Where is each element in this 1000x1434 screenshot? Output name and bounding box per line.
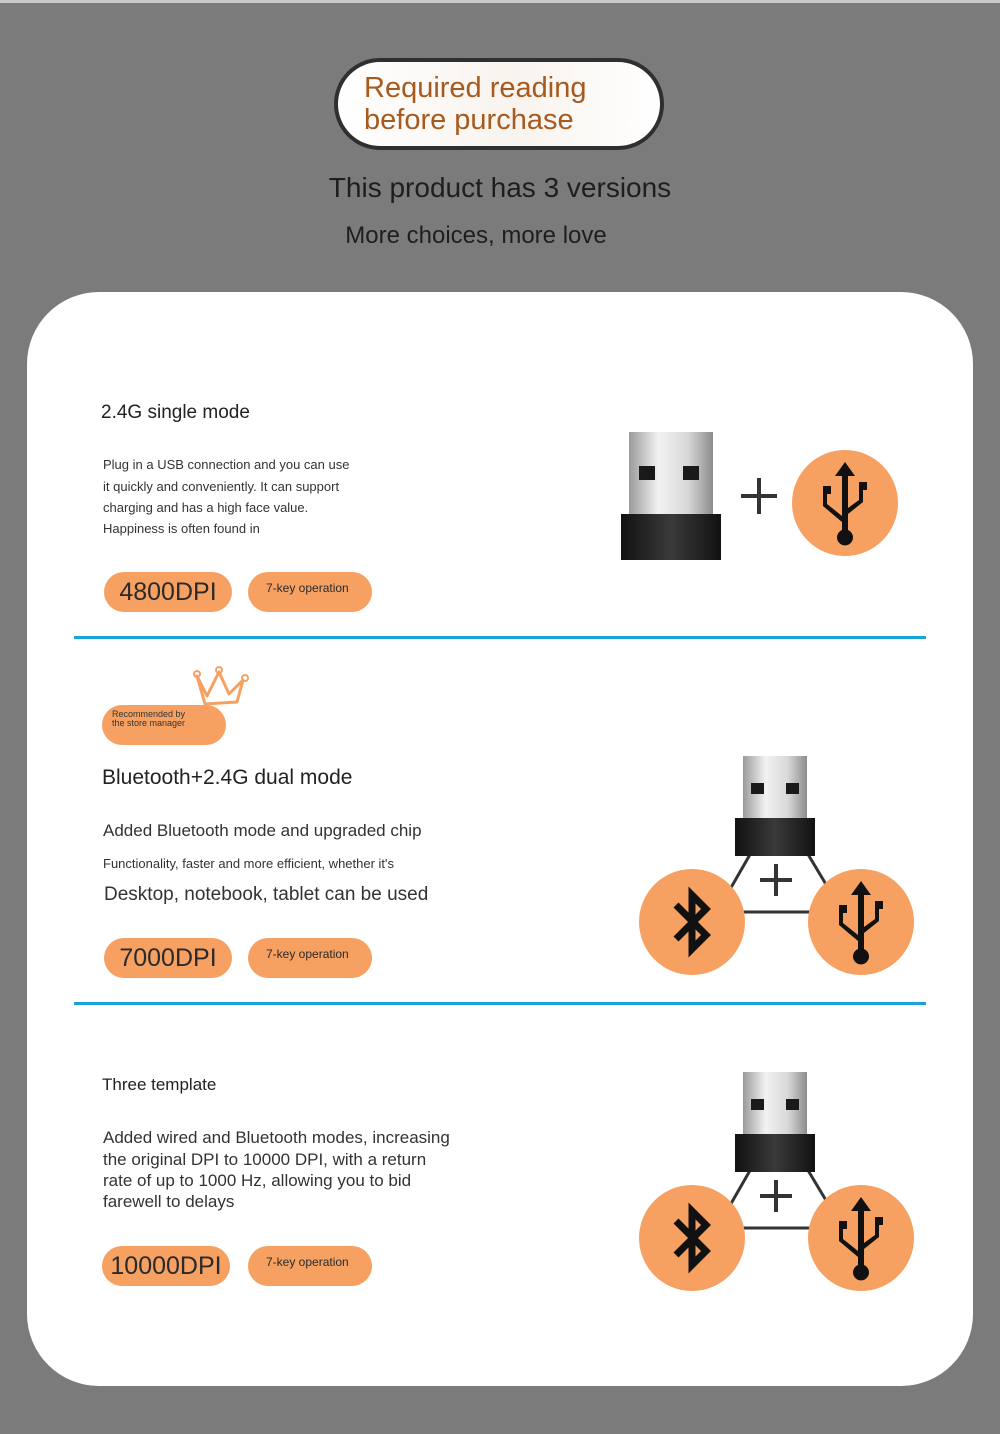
version-1-title: 2.4G single mode <box>101 402 250 423</box>
required-reading-pill <box>334 58 664 150</box>
section-divider <box>74 636 926 639</box>
version-1-desc-line: it quickly and conveniently. It can support <box>103 479 340 494</box>
version-1-desc-line: charging and has a high face value. <box>103 500 309 515</box>
version-2-desc-line: Added Bluetooth mode and upgraded chip <box>103 821 422 840</box>
pill-line-2: before purchase <box>364 104 574 136</box>
version-3-desc-line: farewell to delays <box>103 1192 235 1211</box>
version-3-desc-line: rate of up to 1000 Hz, allowing you to bid <box>103 1171 412 1190</box>
crown-icon <box>193 666 253 706</box>
dpi-badge: 10000DPI <box>102 1246 230 1286</box>
dpi-badge: 4800DPI <box>104 572 232 612</box>
version-3-desc-line: Added wired and Bluetooth modes, increasing <box>103 1128 450 1147</box>
tri-mode-diagram <box>639 756 919 978</box>
keys-badge: 7-key operation <box>248 938 372 978</box>
section-divider <box>74 1002 926 1005</box>
recommended-line-2: the store manager <box>112 718 186 728</box>
version-1-desc-line: Happiness is often found in <box>103 521 260 536</box>
tri-mode-diagram <box>639 1072 919 1294</box>
usb-receiver-icon <box>621 432 731 562</box>
version-1-desc-line: Plug in a USB connection and you can use <box>103 457 350 472</box>
versions-subtitle: This product has 3 versions <box>328 172 672 203</box>
top-strip <box>0 0 1000 3</box>
plus-icon <box>739 476 779 516</box>
recommended-line-1: Recommended by <box>112 709 186 719</box>
dpi-badge: 7000DPI <box>104 938 232 978</box>
recommended-badge <box>102 705 226 745</box>
pill-line-1: Required reading <box>364 72 587 104</box>
usb-icon <box>792 450 898 556</box>
version-2-desc-line: Functionality, faster and more efficient, whether it's <box>103 856 395 871</box>
version-3-title: Three template <box>102 1075 217 1094</box>
version-3-desc-line: the original DPI to 10000 DPI, with a return <box>103 1150 427 1169</box>
keys-badge: 7-key operation <box>248 1246 372 1286</box>
version-2-desc-line: Desktop, notebook, tablet can be used <box>104 884 429 905</box>
tagline: More choices, more love <box>345 222 607 249</box>
version-2-title: Bluetooth+2.4G dual mode <box>102 766 353 789</box>
versions-card <box>27 292 973 1386</box>
keys-badge: 7-key operation <box>248 572 372 612</box>
